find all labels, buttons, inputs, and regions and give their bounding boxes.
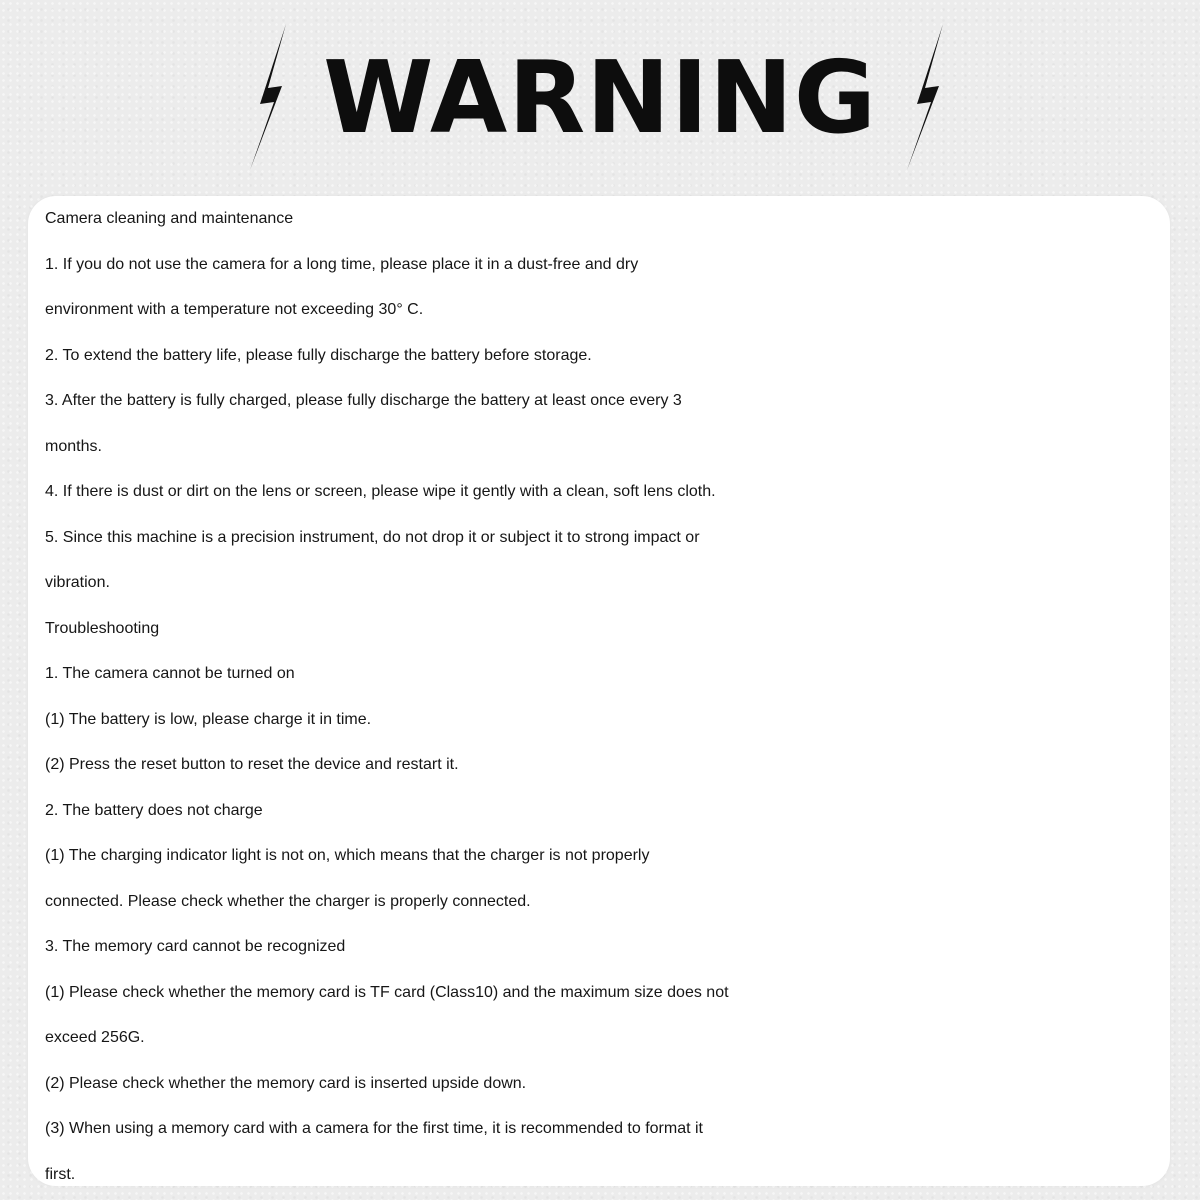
text-line: 1. If you do not use the camera for a long time, please place it in a dust-free and dry	[45, 255, 639, 273]
instructions-text	[45, 196, 1160, 1186]
text-line: 1. The camera cannot be turned on	[45, 665, 295, 682]
text-line: (1) The charging indicator light is not on, which means that the charger is not properly	[45, 847, 650, 864]
text-line: 4. If there is dust or dirt on the lens or screen, please wipe it gently with a clean, soft lens cloth.	[45, 483, 716, 500]
warning-header	[0, 0, 1200, 195]
instructions-card	[28, 196, 1170, 1186]
text-line: (3) When using a memory card with a camera for the first time, it is recommended to format it	[45, 1120, 703, 1137]
text-line: environment with a temperature not exceeding 30° C.	[45, 301, 424, 318]
text-line: connected. Please check whether the charger is properly connected.	[45, 892, 531, 910]
text-line: (1) The battery is low, please charge it in time.	[45, 710, 372, 728]
text-line: (1) Please check whether the memory card is TF card (Class10) and the maximum size does not	[45, 983, 729, 1001]
text-line: 2. The battery does not charge	[45, 801, 263, 819]
page-title: WARNING	[323, 39, 877, 156]
text-line: months.	[45, 437, 102, 455]
lightning-bolt-icon	[903, 22, 949, 172]
text-line: vibration.	[45, 574, 110, 591]
text-line: 5. Since this machine is a precision instrument, do not drop it or subject it to strong impact or	[45, 528, 700, 546]
section-heading-maintenance: Camera cleaning and maintenance	[45, 210, 294, 227]
text-line: exceed 256G.	[45, 1029, 145, 1046]
text-line: 3. After the battery is fully charged, please fully discharge the battery at least once every 3	[45, 392, 682, 409]
text-line: (2) Please check whether the memory card is inserted upside down.	[45, 1074, 527, 1092]
text-line: 2. To extend the battery life, please fully discharge the battery before storage.	[45, 346, 592, 364]
text-line: 3. The memory card cannot be recognized	[45, 938, 346, 955]
text-line: first.	[45, 1165, 76, 1183]
section-heading-troubleshooting: Troubleshooting	[45, 619, 160, 637]
text-line: (2) Press the reset button to reset the device and restart it.	[45, 756, 459, 773]
